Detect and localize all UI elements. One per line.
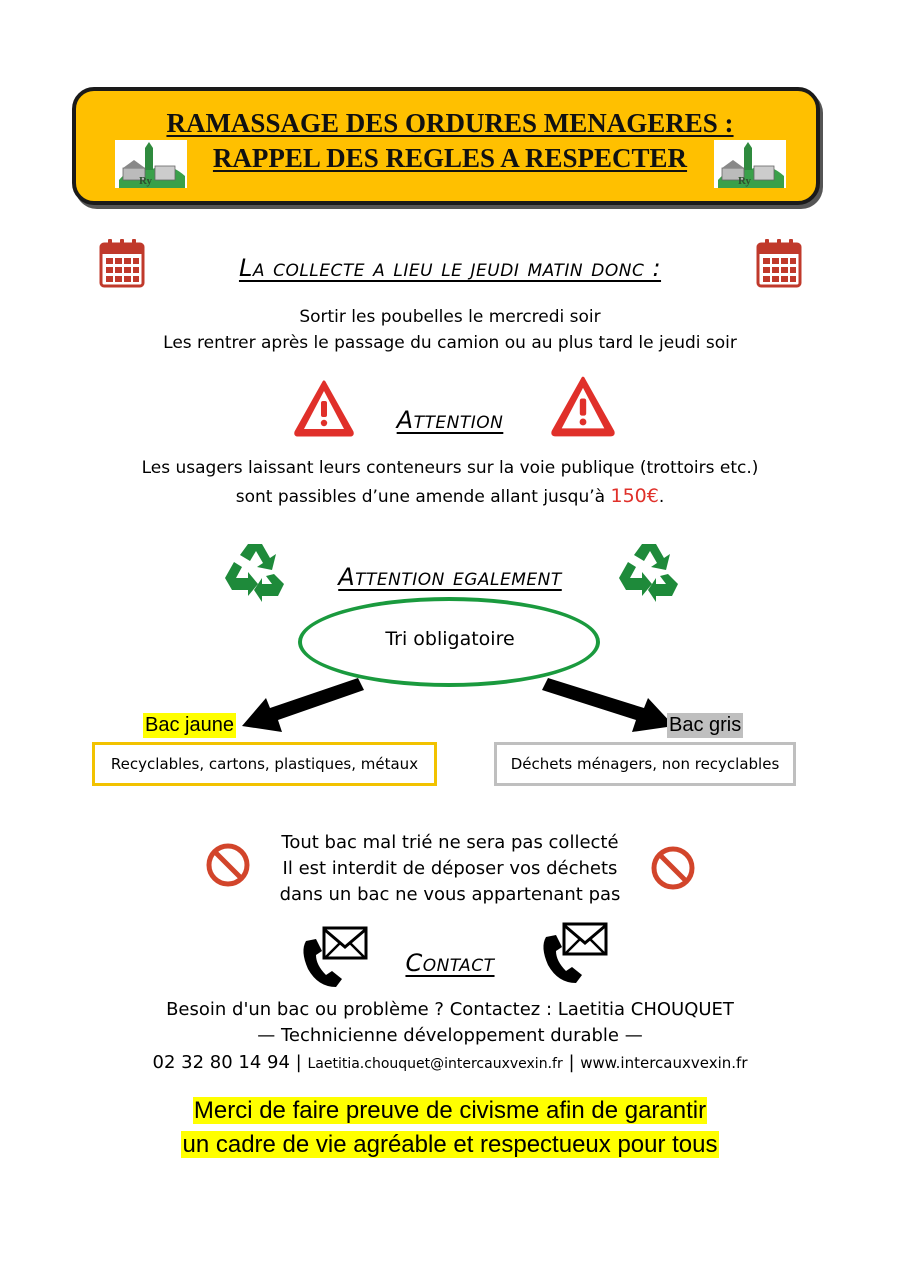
- attention-line2-text: sont passibles d’une amende allant jusqu’à: [235, 487, 611, 507]
- collecte-line2: Les rentrer après le passage du camion ou au plus tard le jeudi soir: [163, 333, 737, 353]
- header-title-line1: RAMASSAGE DES ORDURES MENAGERES :: [166, 108, 734, 138]
- svg-text:Ry: Ry: [139, 175, 153, 187]
- attention-line1: Les usagers laissant leurs conteneurs sur la voie publique (trottoirs etc.): [141, 458, 759, 478]
- contact-email[interactable]: Laetitia.chouquet@intercauxvexin.fr: [307, 1056, 563, 1072]
- closing-line1: Merci de faire preuve de civisme afin de garantir: [193, 1097, 707, 1124]
- separator: |: [568, 1052, 581, 1073]
- contact-line3: [0, 1050, 900, 1077]
- header-title-line2: RAPPEL DES REGLES A RESPECTER: [212, 143, 688, 173]
- contact-line2: — Technicienne développement durable —: [257, 1025, 643, 1046]
- separator: |: [295, 1052, 308, 1073]
- svg-text:Ry: Ry: [738, 175, 752, 187]
- rules-line2: Il est interdit de déposer vos déchets: [282, 858, 618, 879]
- closing-line2: un cadre de vie agréable et respectueux pour tous: [182, 1131, 718, 1158]
- contact-website[interactable]: www.intercauxvexin.fr: [580, 1054, 748, 1072]
- attention-line2: [0, 484, 900, 510]
- village-logo-left: [115, 140, 187, 188]
- contact-title: Contact: [405, 949, 495, 977]
- collecte-title: La collecte a lieu le jeudi matin donc :: [238, 254, 662, 282]
- bac-gris-box: Déchets ménagers, non recyclables: [494, 742, 796, 786]
- attention-title: Attention: [396, 406, 504, 434]
- contact-phone: 02 32 80 14 94: [152, 1052, 290, 1073]
- arrow-right-icon: [540, 676, 680, 740]
- fine-amount: 150€: [610, 485, 659, 507]
- attention-line2-end: .: [658, 487, 665, 507]
- bac-jaune-box: Recyclables, cartons, plastiques, métaux: [92, 742, 437, 786]
- bac-gris-label: Bac gris: [669, 714, 742, 736]
- rules-line3: dans un bac ne vous appartenant pas: [279, 884, 621, 905]
- contact-line1: Besoin d'un bac ou problème ? Contactez : Laetitia CHOUQUET: [166, 999, 734, 1020]
- collecte-line1: Sortir les poubelles le mercredi soir: [299, 307, 601, 327]
- village-logo-right: [714, 140, 786, 188]
- rules-line1: Tout bac mal trié ne sera pas collecté: [281, 832, 619, 853]
- tri-title: Attention egalement: [338, 563, 562, 591]
- closing-message: [0, 1094, 900, 1162]
- bac-jaune-label: Bac jaune: [145, 714, 234, 736]
- tri-center-label: Tri obligatoire: [385, 628, 515, 650]
- arrow-left-icon: [238, 676, 368, 740]
